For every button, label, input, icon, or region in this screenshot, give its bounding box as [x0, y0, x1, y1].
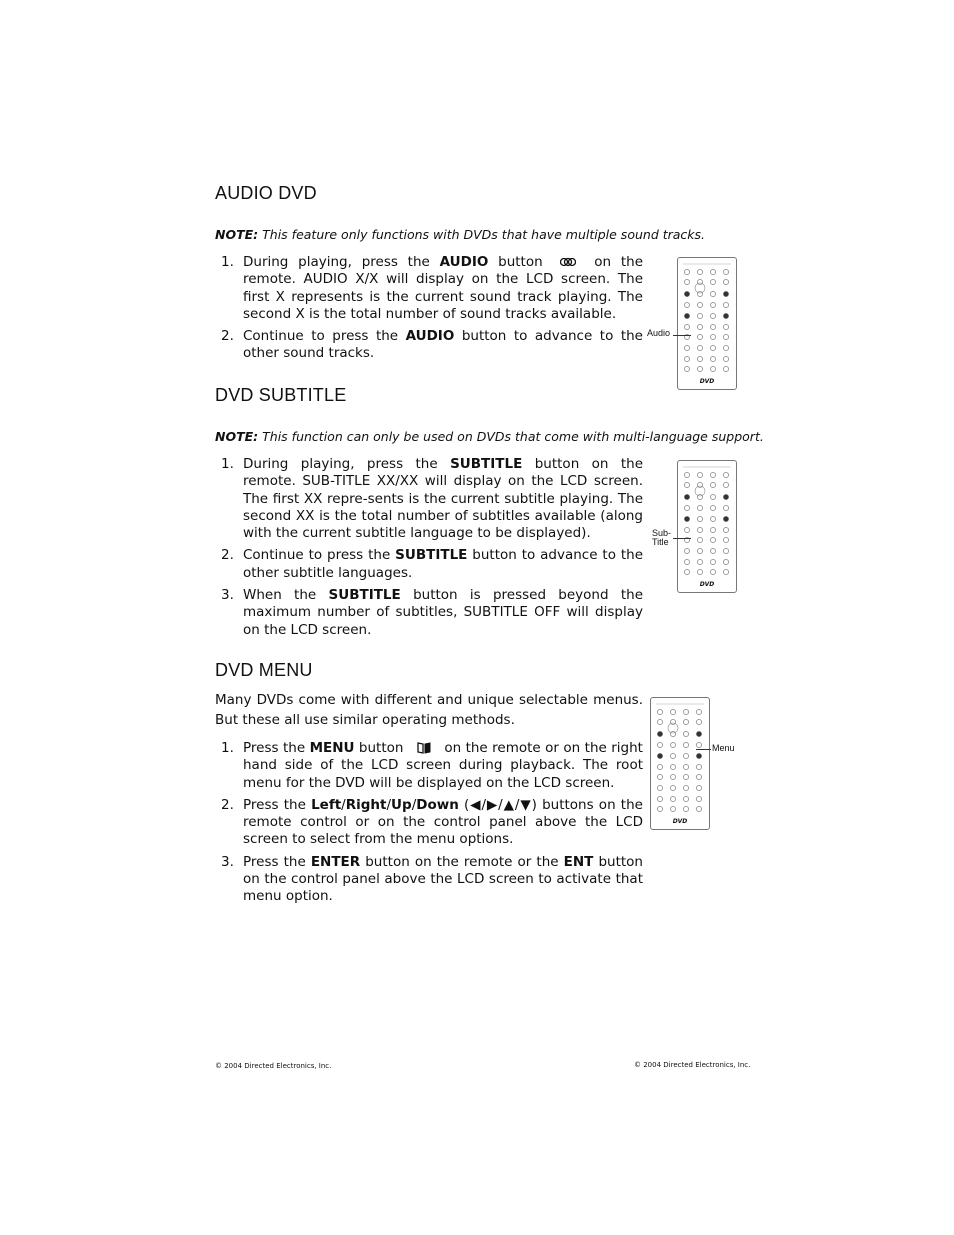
remote-button-icon: [697, 345, 702, 350]
keyword: ENTER: [310, 853, 361, 870]
remote-button-icon: [683, 774, 688, 779]
remote-button-icon: [670, 709, 675, 714]
remote-button-icon: [697, 482, 702, 487]
remote-button-icon: [697, 291, 702, 296]
keyword: AUDIO: [439, 254, 489, 270]
remote-button-icon: [710, 527, 715, 532]
remote-button-icon: [670, 796, 675, 801]
remote-dvd-logo: DVD: [699, 581, 715, 588]
keyword: MENU: [309, 740, 355, 756]
remote-button-icon: [697, 472, 702, 477]
keyword: ENT: [563, 853, 594, 870]
remote-button-icon: [697, 356, 702, 361]
keyword: SUBTITLE: [395, 547, 468, 564]
remote-button-icon: [710, 482, 715, 487]
remote-button-icon: [723, 313, 728, 318]
remote-button-icon: [684, 356, 689, 361]
remote-button-icon: [697, 527, 702, 532]
list-item: [215, 854, 643, 906]
remote-button-icon: [710, 279, 715, 284]
step-number: 2.: [221, 328, 234, 345]
callout-line: [696, 749, 711, 750]
remote-button-icon: [723, 559, 728, 564]
step-text: Press the: [243, 853, 306, 870]
callout-subtitle: [652, 529, 671, 547]
remote-button-icon: [683, 764, 688, 769]
remote-button-icon: [723, 494, 728, 499]
subtitle-steps: [215, 456, 643, 644]
step-text: Continue to press the: [243, 328, 399, 345]
remote-button-icon: [710, 334, 715, 339]
remote-button-icon: [684, 482, 689, 487]
remote-button-icon: [710, 505, 715, 510]
note-label: NOTE:: [215, 429, 259, 444]
remote-button-icon: [683, 709, 688, 714]
step-number: 3.: [221, 587, 234, 604]
list-item: [215, 254, 643, 323]
arrow-symbols: (◀/▶/▲/▼): [464, 796, 537, 813]
callout-line-2: Title: [652, 537, 669, 547]
separator: /: [341, 796, 346, 813]
remote-button-icon: [683, 796, 688, 801]
remote-button-icon: [696, 785, 701, 790]
step-text: button is pressed beyond the maximum number of subtitles, SUBTITLE OFF will display on the LCD screen.: [243, 587, 644, 638]
step-number: 2.: [221, 796, 234, 813]
remote-button-icon: [723, 334, 728, 339]
audio-note: [215, 227, 735, 242]
remote-button-icon: [683, 753, 688, 758]
footer-left: © 2004 Directed Electronics, Inc.: [215, 1062, 332, 1070]
remote-button-icon: [684, 472, 689, 477]
note-text: This function can only be used on DVDs that come with multi-language support.: [262, 429, 764, 444]
remote-button-icon: [670, 806, 675, 811]
remote-button-icon: [710, 569, 715, 574]
audio-steps: [215, 254, 643, 368]
remote-button-icon: [723, 482, 728, 487]
remote-button-icon: [684, 324, 689, 329]
remote-button-icon: [697, 516, 702, 521]
step-text: button: [498, 254, 543, 270]
step-text: During playing, press the: [243, 254, 430, 270]
list-item: [215, 587, 643, 639]
step-text: When the: [243, 587, 317, 604]
remote-button-icon: [696, 742, 701, 747]
remote-button-icon: [670, 731, 675, 736]
remote-button-icon: [697, 324, 702, 329]
remote-button-icon: [670, 719, 675, 724]
remote-button-icon: [684, 313, 689, 318]
remote-button-icon: [696, 709, 701, 714]
remote-button-icon: [710, 356, 715, 361]
remote-button-icon: [723, 505, 728, 510]
note-text: This feature only functions with DVDs that have multiple sound tracks.: [262, 227, 706, 242]
remote-button-icon: [684, 291, 689, 296]
step-text: button on the remote or the: [365, 853, 559, 870]
remote-button-icon: [670, 742, 675, 747]
step-text: button to advance to the other subtitle languages.: [243, 547, 644, 581]
step-text: on the remote or on the right hand side of the LCD screen during playback. The root menu for the DVD will be displayed on the LCD screen.: [243, 740, 643, 791]
remote-button-icon: [710, 345, 715, 350]
remote-button-icon: [710, 324, 715, 329]
step-text: button to advance to the other sound tracks.: [243, 328, 643, 362]
remote-button-icon: [697, 313, 702, 318]
remote-button-icon: [697, 559, 702, 564]
keyword: AUDIO: [405, 328, 455, 345]
remote-button-icon: [684, 548, 689, 553]
remote-button-icon: [657, 742, 662, 747]
remote-button-icon: [697, 366, 702, 371]
remote-button-icon: [697, 279, 702, 284]
step-text: During playing, press the: [243, 456, 438, 472]
menu-steps: [215, 740, 643, 911]
remote-button-icon: [696, 764, 701, 769]
remote-button-icon: [684, 516, 689, 521]
step-text: button on the control panel above the LCD screen to activate that menu option.: [243, 853, 643, 905]
remote-button-icon: [684, 569, 689, 574]
remote-button-icon: [657, 709, 662, 714]
keyword: SUBTITLE: [328, 587, 401, 604]
remote-button-icon: [723, 537, 728, 542]
remote-button-icon: [684, 505, 689, 510]
remote-button-icon: [683, 731, 688, 736]
step-text: Continue to press the: [243, 547, 391, 564]
keyword: Up: [391, 796, 412, 813]
step-number: 1.: [221, 456, 234, 472]
step-number: 1.: [221, 740, 234, 756]
remote-button-icon: [684, 302, 689, 307]
remote-button-icon: [710, 302, 715, 307]
remote-button-icon: [684, 269, 689, 274]
note-label: NOTE:: [215, 227, 259, 242]
remote-button-icon: [723, 366, 728, 371]
remote-button-icon: [683, 785, 688, 790]
remote-button-icon: [683, 719, 688, 724]
remote-button-icon: [657, 785, 662, 790]
remote-button-icon: [683, 806, 688, 811]
remote-button-icon: [657, 764, 662, 769]
separator: /: [386, 796, 392, 813]
remote-button-icon: [696, 774, 701, 779]
remote-button-icon: [657, 719, 662, 724]
remote-button-icon: [723, 345, 728, 350]
remote-drawing: [678, 461, 736, 592]
remote-button-icon: [657, 731, 662, 736]
remote-illustration-subtitle: [677, 460, 737, 593]
remote-button-icon: [723, 269, 728, 274]
remote-button-icon: [723, 291, 728, 296]
remote-button-icon: [697, 494, 702, 499]
remote-button-icon: [697, 569, 702, 574]
list-item: [215, 328, 643, 363]
list-item: [215, 456, 643, 542]
step-number: 2.: [221, 547, 234, 564]
step-text: Press the: [243, 796, 306, 813]
remote-drawing: [651, 698, 709, 829]
callout-line: [673, 335, 691, 336]
remote-button-icon: [657, 796, 662, 801]
remote-button-icon: [684, 279, 689, 284]
remote-button-icon: [723, 279, 728, 284]
remote-button-icon: [657, 774, 662, 779]
remote-button-icon: [710, 313, 715, 318]
remote-illustration-menu: [650, 697, 710, 830]
callout-audio: Audio: [647, 328, 671, 338]
remote-button-icon: [684, 345, 689, 350]
menu-book-icon: [416, 742, 432, 754]
callout-line: [673, 538, 691, 539]
subtitle-note: [215, 429, 775, 444]
remote-button-icon: [723, 302, 728, 307]
step-text: Press the: [243, 740, 306, 756]
step-text: buttons on the remote control or on the control panel above the LCD screen to select from the menu options.: [243, 796, 643, 848]
remote-button-icon: [670, 785, 675, 790]
remote-button-icon: [670, 774, 675, 779]
audio-button-icon: [560, 256, 576, 268]
remote-button-icon: [710, 494, 715, 499]
remote-button-icon: [696, 753, 701, 758]
callout-menu: Menu: [712, 743, 735, 753]
remote-button-icon: [710, 472, 715, 477]
subtitle-heading: DVD SUBTITLE: [215, 385, 347, 405]
remote-button-icon: [697, 334, 702, 339]
keyword: SUBTITLE: [450, 456, 523, 472]
remote-button-icon: [723, 324, 728, 329]
remote-button-icon: [696, 731, 701, 736]
remote-button-icon: [657, 753, 662, 758]
remote-button-icon: [684, 494, 689, 499]
list-item: [215, 740, 643, 792]
remote-dvd-logo: DVD: [699, 378, 715, 385]
remote-button-icon: [657, 806, 662, 811]
list-item: [215, 797, 643, 849]
remote-button-icon: [723, 569, 728, 574]
remote-illustration-audio: [677, 257, 737, 390]
step-text: on the remote. AUDIO X/X will display on the LCD screen. The first X represents is the current sound track playing. The second X is the total number of sound tracks available.: [243, 254, 644, 322]
remote-button-icon: [670, 753, 675, 758]
remote-button-icon: [723, 516, 728, 521]
remote-button-icon: [696, 806, 701, 811]
remote-button-icon: [670, 764, 675, 769]
remote-button-icon: [710, 291, 715, 296]
step-text: button on the remote. SUB-TITLE XX/XX will display on the LCD screen. The first XX repre-sents is the current subtitle playing. The second XX is the total number of subtitles available (along with the current subtitle language to be displayed).: [243, 456, 644, 542]
remote-button-icon: [723, 472, 728, 477]
menu-intro: Many DVDs come with different and unique selectable menus. But these all use similar operating methods.: [215, 692, 643, 728]
callout-line-1: Sub-: [652, 528, 672, 538]
remote-button-icon: [684, 366, 689, 371]
remote-button-icon: [697, 269, 702, 274]
remote-button-icon: [697, 537, 702, 542]
remote-dvd-logo: DVD: [672, 818, 688, 825]
remote-button-icon: [683, 742, 688, 747]
footer-right: © 2004 Directed Electronics, Inc.: [634, 1061, 751, 1069]
step-text: button: [358, 740, 404, 756]
remote-button-icon: [684, 559, 689, 564]
remote-button-icon: [697, 548, 702, 553]
remote-button-icon: [710, 537, 715, 542]
remote-button-icon: [710, 548, 715, 553]
audio-heading: AUDIO DVD: [215, 183, 317, 203]
step-number: 3.: [221, 853, 234, 870]
remote-button-icon: [697, 505, 702, 510]
separator: /: [411, 796, 417, 813]
remote-button-icon: [696, 719, 701, 724]
keyword: Down: [416, 796, 459, 813]
remote-drawing: [678, 258, 736, 389]
step-number: 1.: [221, 254, 234, 270]
remote-button-icon: [710, 269, 715, 274]
remote-button-icon: [710, 516, 715, 521]
remote-button-icon: [723, 548, 728, 553]
menu-heading: DVD MENU: [215, 660, 313, 680]
list-item: [215, 547, 643, 582]
remote-button-icon: [697, 302, 702, 307]
keyword: Left: [311, 796, 342, 813]
remote-button-icon: [684, 527, 689, 532]
remote-button-icon: [710, 559, 715, 564]
remote-button-icon: [710, 366, 715, 371]
remote-button-icon: [723, 356, 728, 361]
keyword: Right: [345, 796, 387, 813]
remote-button-icon: [723, 527, 728, 532]
remote-button-icon: [696, 796, 701, 801]
